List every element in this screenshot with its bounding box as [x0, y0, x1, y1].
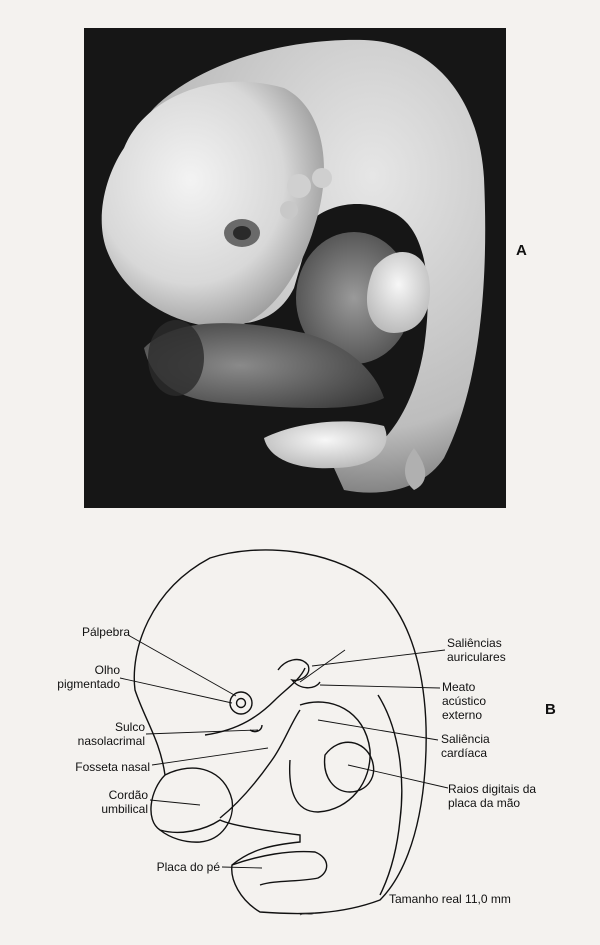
embryo-photo-image [84, 28, 506, 508]
label-saliencias-line1: Saliências [447, 636, 502, 650]
label-olho-line1: Olho [94, 663, 120, 677]
label-raios-line2: placa da mão [448, 796, 521, 810]
label-saliencias-line2: auriculares [447, 650, 506, 664]
label-olho-line2: pigmentado [57, 677, 120, 691]
label-saliencias-auriculares [447, 636, 506, 664]
label-meato-line1: Meato [442, 680, 476, 694]
label-palpebra: Pálpebra [81, 625, 130, 639]
panel-b-letter: B [545, 701, 556, 718]
hand-plate-outline [325, 742, 374, 792]
label-meato-acustico [442, 680, 486, 722]
label-olho-pigmentado [30, 663, 120, 691]
label-cordao-line2: umbilical [101, 802, 148, 816]
label-sulco-line2: nasolacrimal [77, 734, 145, 748]
label-sulco-nasolacrimal [50, 720, 145, 748]
panel-a-letter: A [516, 242, 527, 259]
label-meato-line3: externo [442, 708, 483, 722]
label-cordao-umbilical [60, 788, 148, 816]
label-saliencia-line2: cardíaca [441, 746, 488, 760]
label-saliencia-cardiaca [441, 732, 490, 760]
auricular-hillocks-outline [278, 660, 320, 688]
umbilical-cord-outline [160, 768, 232, 842]
label-saliencia-line1: Saliência [441, 732, 490, 746]
jaw-outline [205, 668, 305, 735]
label-fosseta-nasal: Fosseta nasal [75, 760, 150, 774]
heart-outline [290, 702, 370, 812]
label-cordao-line1: Cordão [108, 788, 148, 802]
foot-plate-outline [232, 852, 327, 885]
label-raios-digitais [448, 782, 536, 810]
label-tamanho-real: Tamanho real 11,0 mm [389, 892, 511, 906]
label-meato-line2: acústico [442, 694, 487, 708]
embryo-photograph [84, 28, 506, 508]
eye-outline [230, 692, 252, 714]
label-raios-line1: Raios digitais da [448, 782, 537, 796]
embryo-line-drawing [0, 520, 600, 940]
label-placa-do-pe: Placa do pé [156, 860, 220, 874]
label-sulco-line1: Sulco [114, 720, 145, 734]
